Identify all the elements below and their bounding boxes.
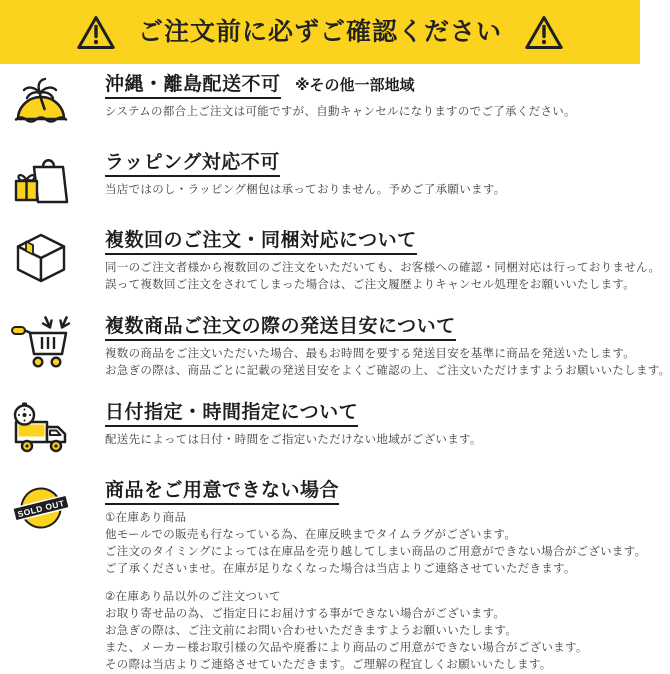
section-body-line: お急ぎの際は、ご注文前にお問い合わせいただきますようお願いいたします。 bbox=[105, 625, 518, 637]
section-content bbox=[105, 480, 647, 674]
header-banner bbox=[0, 0, 640, 64]
parcel-box-icon bbox=[12, 230, 70, 294]
warning-triangle-icon bbox=[76, 14, 116, 51]
section-body-line: また、メーカー様お取引様の欠品や廃番により商品のご用意ができない場合がございます。 bbox=[105, 642, 588, 654]
section-content bbox=[105, 402, 640, 458]
shopping-cart-icon bbox=[12, 316, 70, 380]
section-title: 複数商品ご注文の際の発送目安について bbox=[105, 316, 456, 341]
section-shipping-estimate bbox=[0, 316, 670, 380]
section-body-line: その際は当店よりご連絡させていただきます。ご理解の程宜しくお願いいたします。 bbox=[105, 659, 552, 671]
section-title-row bbox=[105, 316, 640, 341]
section-date-time bbox=[0, 402, 640, 458]
section-content bbox=[105, 316, 670, 380]
notice-sections bbox=[0, 64, 670, 674]
section-title: 日付指定・時間指定について bbox=[105, 402, 358, 427]
section-title-row bbox=[105, 230, 640, 255]
header-title: ご注文前に必ずご確認ください bbox=[137, 17, 502, 46]
section-body-line: 誤って複数回ご注文をされてしまった場合は、ご注文履歴よりキャンセル処理をお願いいたします。 bbox=[105, 279, 636, 291]
section-body-line: ご了承くださいませ。在庫が足りなくなった場合は当店よりご連絡させていただきます。 bbox=[105, 563, 576, 575]
section-title-row bbox=[105, 74, 640, 99]
section-title-suffix: ※その他一部地域 bbox=[294, 77, 415, 94]
section-body-line: 配送先によっては日付・時間をご指定いただけない地域がございます。 bbox=[105, 434, 482, 446]
sold-out-badge-icon bbox=[12, 480, 70, 674]
island-palm-icon bbox=[12, 74, 70, 130]
section-body-line: 当店ではのし・ラッピング梱包は承っておりません。予めご了承願います。 bbox=[105, 184, 506, 196]
section-body-line: お取り寄せ品の為、ご指定日にお届けする事ができない場合がございます。 bbox=[105, 608, 506, 620]
section-body-line bbox=[105, 578, 640, 589]
section-body-line: 同一のご注文者様から複数回のご注文をいただいても、お客様への確認・同梱対応は行っておりません。 bbox=[105, 262, 661, 274]
section-body-line: ②在庫あり品以外のご注文ついて bbox=[105, 591, 281, 603]
section-title-row bbox=[105, 152, 640, 177]
section-okinawa-shipping bbox=[0, 74, 640, 130]
section-body-line: システムの都合上ご注文は可能ですが、自動キャンセルになりますのでご了承ください。 bbox=[105, 106, 576, 118]
section-title-row bbox=[105, 480, 640, 505]
section-multiple-orders bbox=[0, 230, 661, 294]
section-title: 商品をご用意できない場合 bbox=[105, 480, 339, 505]
section-content bbox=[105, 74, 640, 130]
gift-bag-icon bbox=[12, 152, 70, 208]
section-body-line: お急ぎの際は、商品ごとに記載の発送目安をよくご確認の上、ご注文いただけますようお願いいたします。 bbox=[105, 365, 670, 377]
section-no-wrapping bbox=[0, 152, 640, 208]
section-title-row bbox=[105, 402, 640, 427]
section-body-line: ご注文のタイミングによっては在庫品を売り越してしまい商品のご用意ができない場合がございます。 bbox=[105, 546, 647, 558]
warning-triangle-icon bbox=[524, 14, 564, 51]
section-body-line: ①在庫あり商品 bbox=[105, 512, 187, 524]
truck-stopwatch-icon bbox=[12, 402, 70, 458]
section-item-unavailable bbox=[0, 480, 647, 674]
section-content bbox=[105, 152, 640, 208]
section-body-line: 他モールでの販売も行なっている為、在庫反映までタイムラグがございます。 bbox=[105, 529, 517, 541]
section-content bbox=[105, 230, 661, 294]
section-title: 複数回のご注文・同梱対応について bbox=[105, 230, 417, 255]
sold-out-badge-text: SOLD OUT bbox=[16, 497, 66, 520]
section-body-line: 複数の商品をご注文いただいた場合、最もお時間を要する発送目安を基準に商品を発送いたします。 bbox=[105, 348, 636, 360]
section-title: ラッピング対応不可 bbox=[105, 152, 280, 177]
section-title: 沖縄・離島配送不可 bbox=[105, 74, 281, 99]
